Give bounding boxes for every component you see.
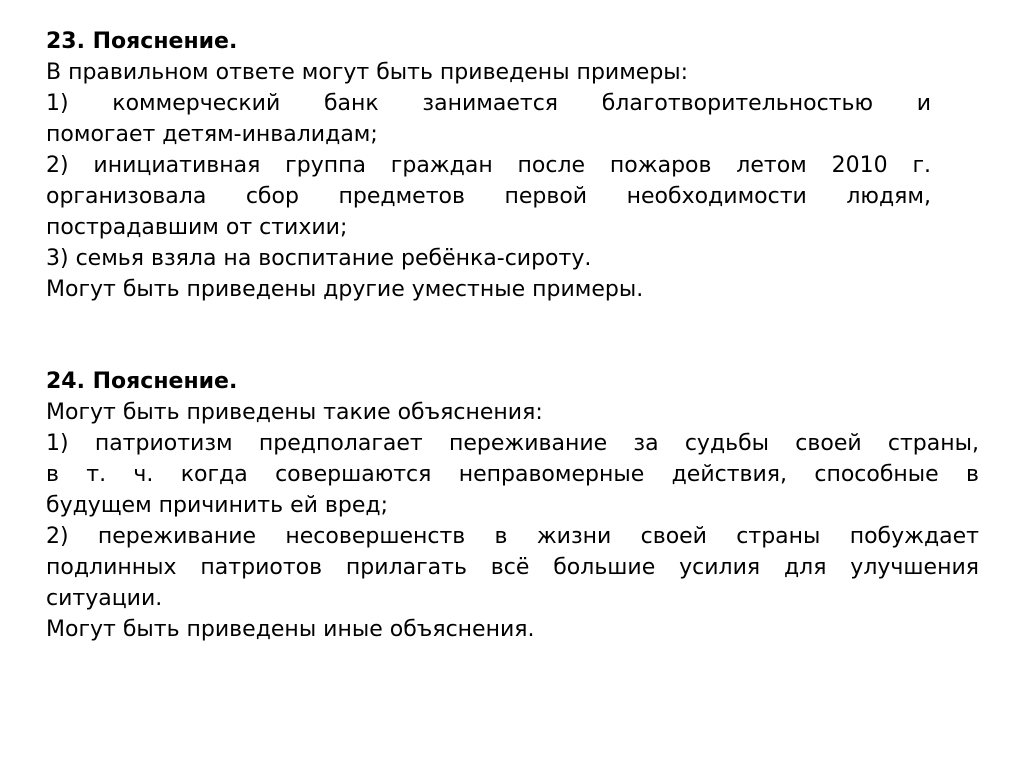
item-23-1-line-1: 1) коммерческий банк занимается благотворительностью и: [46, 91, 931, 116]
intro-24: Могут быть приведены такие объяснения:: [46, 400, 543, 425]
explanation-23: [46, 26, 931, 305]
item-23-2-line-3: пострадавшим от стихии;: [46, 215, 348, 240]
item-23-2-line-1: 2) инициативная группа граждан после пожаров летом 2010 г.: [46, 153, 931, 178]
closing-24: Могут быть приведены иные объяснения.: [46, 617, 535, 642]
item-24-1-line-2: в т. ч. когда совершаются неправомерные действия, способные в: [46, 462, 979, 487]
item-24-2-line-2: подлинных патриотов прилагать всё большие усилия для улучшения: [46, 555, 979, 580]
item-23-2-line-2: организовала сбор предметов первой необходимости людям,: [46, 184, 931, 209]
intro-23: В правильном ответе могут быть приведены примеры:: [46, 60, 689, 85]
item-24-2-line-3: ситуации.: [46, 586, 163, 611]
explanation-24: [46, 366, 979, 645]
closing-23: Могут быть приведены другие уместные примеры.: [46, 277, 644, 302]
item-24-1-line-3: будущем причинить ей вред;: [46, 493, 388, 518]
item-24-2-line-1: 2) переживание несовершенств в жизни своей страны побуждает: [46, 524, 979, 549]
item-24-1-line-1: 1) патриотизм предполагает переживание за судьбы своей страны,: [46, 431, 979, 456]
item-23-1-line-2: помогает детям-инвалидам;: [46, 122, 378, 147]
item-23-3: 3) семья взяла на воспитание ребёнка-сироту.: [46, 246, 592, 271]
heading-24: 24. Пояснение.: [46, 369, 238, 394]
heading-23: 23. Пояснение.: [46, 29, 238, 54]
